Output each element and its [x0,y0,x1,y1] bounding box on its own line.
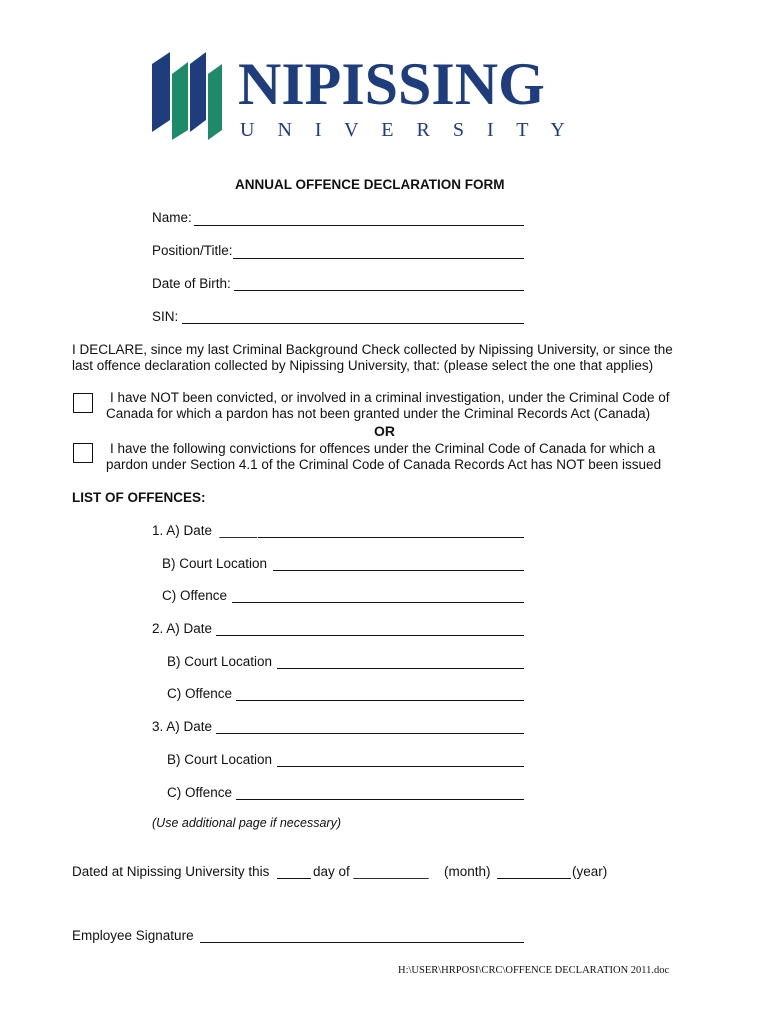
signature-label: Employee Signature [72,928,194,943]
option-convictions-checkbox[interactable] [73,443,93,463]
option-2-line-2: pardon under Section 4.1 of the Criminal Code of Canada Records Act has NOT been issued [106,457,662,472]
offence-1-offence-field[interactable] [232,602,524,603]
offence-1-court-field[interactable] [273,570,524,571]
offence-1-offence-label: C) Offence [162,588,228,603]
offence-1-date-field[interactable] [258,537,524,538]
document-path-footer: H:\USER\HRPOSI\CRC\OFFENCE DECLARATION 2011.doc [398,965,670,976]
or-divider: OR [374,423,395,439]
option-not-convicted-checkbox[interactable] [73,393,93,413]
form-title: ANNUAL OFFENCE DECLARATION FORM [235,177,505,192]
offence-1-date-label: 1. A) Date _____ [152,523,258,538]
offence-3-date-label: 3. A) Date [152,719,213,734]
offence-3-date-field[interactable] [216,733,524,734]
offence-3-offence-field[interactable] [236,799,524,800]
name-field[interactable] [194,225,524,226]
logo-subtitle: U N I V E R S I T Y [240,119,574,141]
offence-2-court-field[interactable] [277,668,524,669]
dated-year-label: (year) [572,864,608,879]
option-1-line-1: I have NOT been convicted, or involved in a criminal investigation, under the Criminal Code of [110,390,670,405]
dated-month-label: (month) [444,864,491,879]
logo-wordmark: NIPISSING [238,51,545,117]
sin-label: SIN: [152,309,179,324]
offence-3-court-field[interactable] [277,766,524,767]
dob-label: Date of Birth: [152,276,231,291]
dated-prefix: Dated at Nipissing University this [72,864,270,879]
option-2-line-1: I have the following convictions for offences under the Criminal Code of Canada for which a [110,441,656,456]
signature-field[interactable] [200,942,524,943]
declaration-line-1: I DECLARE, since my last Criminal Background Check collected by Nipissing University, or since the [72,342,673,357]
additional-page-note: (Use additional page if necessary) [152,816,341,830]
offence-2-offence-field[interactable] [236,700,524,701]
option-1-line-2: Canada for which a pardon has not been granted under the Criminal Records Act (Canada) [106,406,651,421]
offence-3-offence-label: C) Offence [167,785,233,800]
nipissing-emblem-icon [150,50,225,142]
dated-day-field[interactable] [277,878,311,879]
dated-year-field[interactable] [497,878,571,879]
position-label: Position/Title: [152,243,233,258]
name-label: Name: [152,210,192,225]
offence-2-offence-label: C) Offence [167,686,233,701]
sin-field[interactable] [182,323,524,324]
offence-2-court-label: B) Court Location [167,654,273,669]
offence-3-court-label: B) Court Location [167,752,273,767]
declaration-line-2: last offence declaration collected by Nipissing University, that: (please select the one that applies) [72,358,654,373]
university-logo [150,50,620,145]
position-field[interactable] [233,258,524,259]
offence-2-date-label: 2. A) Date [152,621,213,636]
offence-1-court-label: B) Court Location [162,556,268,571]
list-of-offences-heading: LIST OF OFFENCES: [72,490,206,505]
dob-field[interactable] [234,290,524,291]
dated-day-of: day of __________ [313,864,429,879]
offence-2-date-field[interactable] [216,635,524,636]
